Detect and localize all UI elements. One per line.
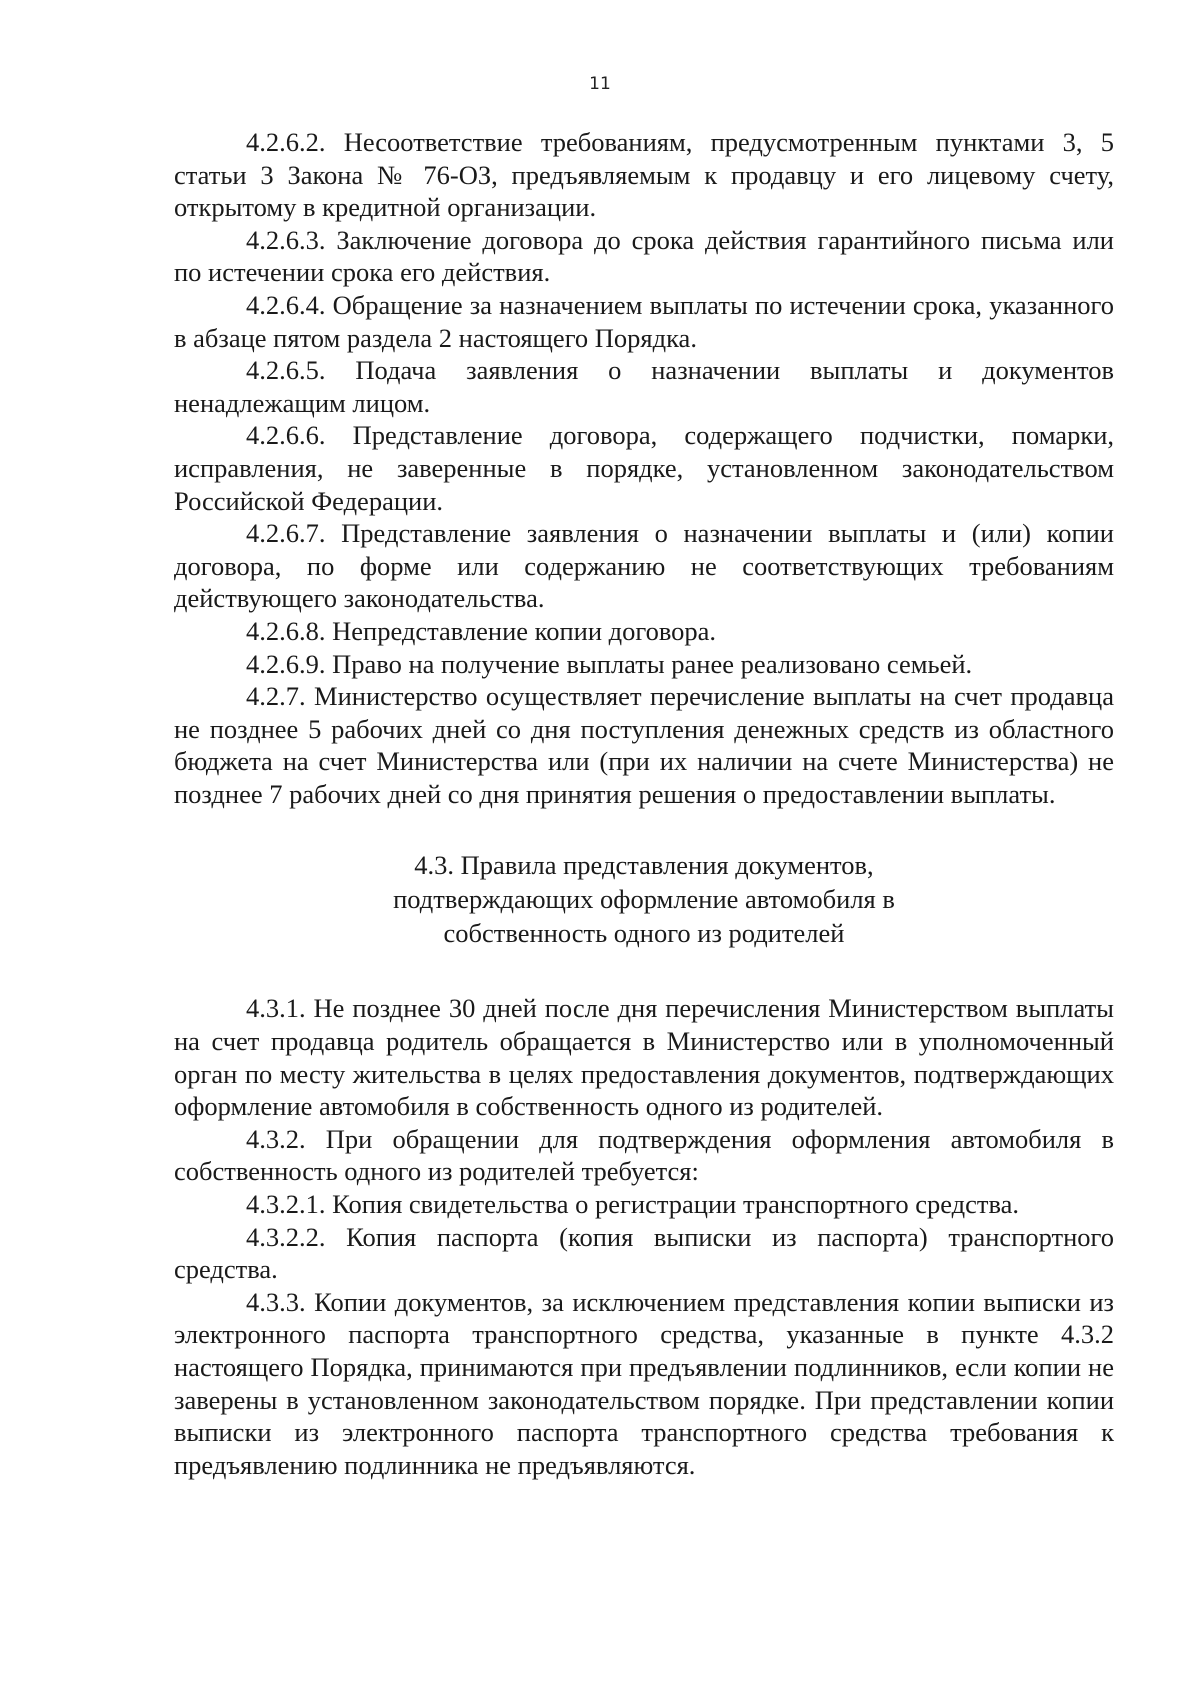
paragraph-4-2-6-3: 4.2.6.3. Заключение договора до срока действия гарантийного письма или по истечении срока его действия. [174, 224, 1114, 288]
document-body [174, 126, 1114, 1481]
paragraph-4-2-6-2: 4.2.6.2. Несоответствие требованиям, предусмотренным пунктами 3, 5 статьи 3 Закона № 76-ОЗ, предъявляемым к продавцу и его лицевому счету, открытому в кредитной организации. [174, 127, 1114, 223]
paragraph-4-2-7: 4.2.7. Министерство осуществляет перечисление выплаты на счет продавца не позднее 5 рабочих дней со дня поступления денежных средств из областного бюджета на счет Министерства или (при их наличии на счете Министерства) не позднее 7 рабочих дней со дня принятия решения о предоставлении выплаты. [174, 681, 1114, 809]
section-heading-line: 4.3. Правила представления документов, [414, 850, 874, 881]
section-heading-4-3 [174, 848, 1114, 950]
paragraph-4-2-6-8: 4.2.6.8. Непредставление копии договора. [246, 615, 717, 646]
section-heading-line: собственность одного из родителей [443, 918, 845, 949]
paragraph-4-3-2-2: 4.3.2.2. Копия паспорта (копия выписки из паспорта) транспортного средства. [174, 1221, 1114, 1285]
section-heading-line: подтверждающих оформление автомобиля в [393, 884, 895, 915]
paragraph-4-3-3: 4.3.3. Копии документов, за исключением представления копии выписки из электронного паспорта транспортного средства, указанные в пункте 4.3.2 настоящего Порядка, принимаются при предъявлении подлинников, если копии не заверены в установленном законодательством порядке. При представлении копии выписки из электронного паспорта транспортного средства требования к предъявлению подлинника не предъявляются. [174, 1286, 1114, 1480]
paragraph-4-2-6-6: 4.2.6.6. Представление договора, содержащего подчистки, помарки, исправления, не заверенные в порядке, установленном законодательством Российской Федерации. [174, 420, 1114, 516]
paragraph-4-3-2-1: 4.3.2.1. Копия свидетельства о регистрации транспортного средства. [246, 1189, 1020, 1220]
paragraph-4-2-6-9: 4.2.6.9. Право на получение выплаты ранее реализовано семьей. [246, 648, 973, 679]
paragraph-4-3-1: 4.3.1. Не позднее 30 дней после дня перечисления Министерством выплаты на счет продавца родитель обращается в Министерство или в уполномоченный орган по месту жительства в целях предоставления документов, подтверждающих оформление автомобиля в собственность одного из родителей. [174, 993, 1114, 1122]
paragraph-4-2-6-4: 4.2.6.4. Обращение за назначением выплаты по истечении срока, указанного в абзаце пятом раздела 2 настоящего Порядка. [174, 289, 1114, 353]
page-number: 11 [589, 74, 611, 94]
paragraph-4-3-2: 4.3.2. При обращении для подтверждения оформления автомобиля в собственность одного из родителей требуется: [174, 1123, 1114, 1187]
paragraph-4-2-6-5: 4.2.6.5. Подача заявления о назначении выплаты и документов ненадлежащим лицом. [174, 355, 1114, 418]
paragraph-4-2-6-7: 4.2.6.7. Представление заявления о назначении выплаты и (или) копии договора, по форме или содержанию не соответствующих требованиям действующего законодательства. [174, 518, 1114, 614]
